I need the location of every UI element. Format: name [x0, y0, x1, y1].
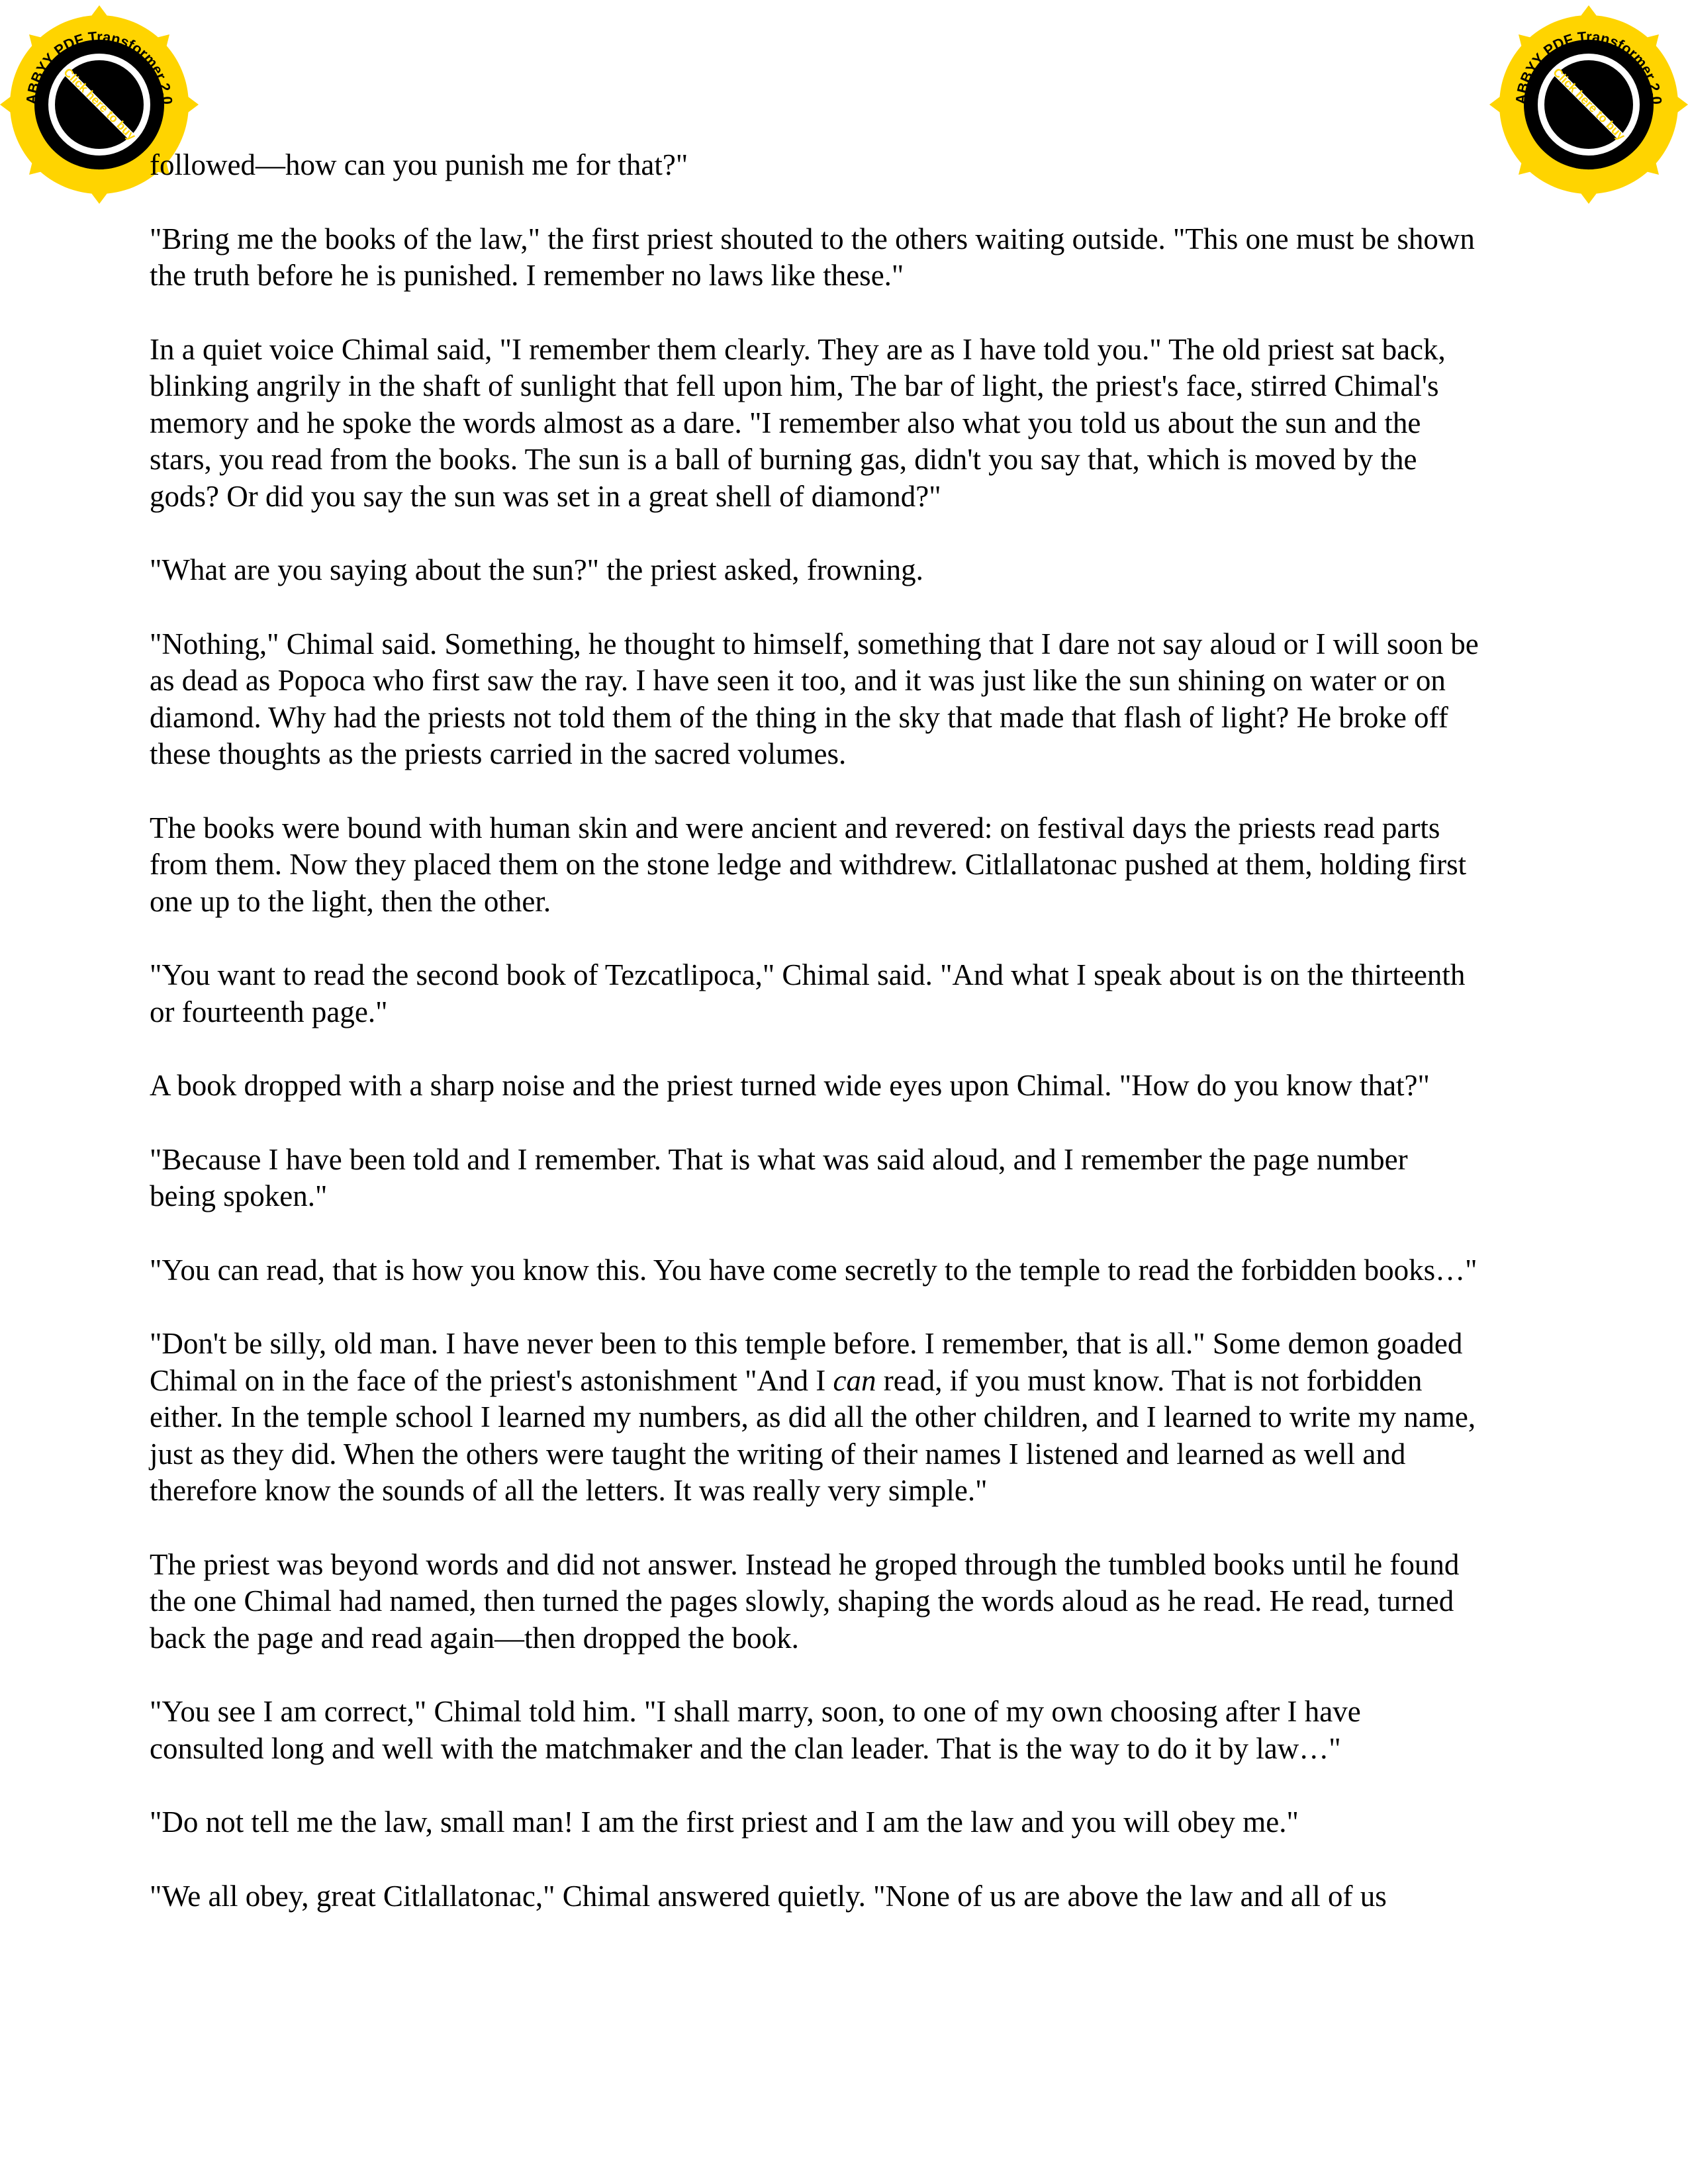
- paragraph-text: "Do not tell me the law, small man! I am the first priest and I am the law and you will obey me.": [150, 1805, 1299, 1839]
- svg-text:ABBYY PDF Transformer 2.0: ABBYY PDF Transformer 2.0: [1512, 28, 1665, 105]
- svg-text:www.ABBYY.com: www.ABBYY.com: [49, 138, 150, 173]
- paragraph: [150, 1142, 1480, 1215]
- paragraph: [150, 221, 1480, 295]
- paragraph: [150, 1326, 1480, 1510]
- paragraph: [150, 957, 1480, 1030]
- paragraph: [150, 1068, 1480, 1105]
- paragraph-text: "Bring me the books of the law," the first priest shouted to the others waiting outside. "This one must be shown the truth before he is punished. I remember no laws like these.": [150, 222, 1475, 292]
- paragraph-text: In a quiet voice Chimal said, "I remember them clearly. They are as I have told you." The old priest sat back, blinking angrily in the shaft of sunlight that fell upon him, The bar of light, the priest's face, stirred Chimal's memory and he spoke the words almost as a dare. "I remember also what you told us about the sun and the stars, you read from the books. The sun is a ball of burning gas, didn't you say that, which is moved by the gods? Or did you say the sun was set in a great shell of diamond?": [150, 332, 1446, 513]
- paragraph-text: "What are you saying about the sun?" the priest asked, frowning.: [150, 553, 923, 586]
- paragraph: [150, 1694, 1480, 1767]
- paragraph-text: "Because I have been told and I remember. That is what was said aloud, and I remember the page number being spoken.": [150, 1142, 1408, 1212]
- paragraph-text: "Don't be silly, old man. I have never been to this temple before. I remember, that is all." Some demon goaded Chimal on in the face of the priest's astonishment "And I: [150, 1327, 1463, 1397]
- paragraph-text: A book dropped with a sharp noise and the priest turned wide eyes upon Chimal. "How do you know that?": [150, 1069, 1430, 1102]
- abbyy-watermark-badge-right[interactable]: [1489, 5, 1688, 204]
- svg-text:Click here to buy: Click here to buy: [1550, 65, 1628, 143]
- paragraph: [150, 1252, 1480, 1289]
- paragraph: [150, 332, 1480, 516]
- paragraph: [150, 1878, 1480, 1915]
- paragraph-text: "We all obey, great Citlallatonac," Chimal answered quietly. "None of us are above the law and all of us: [150, 1879, 1387, 1913]
- paragraph: [150, 147, 1480, 184]
- paragraph-text: "You want to read the second book of Tezcatlipoca," Chimal said. "And what I speak about is on the thirteenth or fourteenth page.": [150, 958, 1466, 1028]
- paragraph-text: read, if you must know. That is not forbidden either. In the temple school I learned my numbers, as did all the other children, and I learned to write my name, just as they did. When the others were taught the writing of their names I listened and learned as well and therefore know the sounds of all the letters. It was really very simple.": [150, 1363, 1476, 1507]
- paragraph-text: "You can read, that is how you know this. You have come secretly to the temple to read the forbidden books…": [150, 1253, 1477, 1287]
- paragraph-text: The priest was beyond words and did not answer. Instead he groped through the tumbled books until he found the one Chimal had named, then turned the pages slowly, shaping the words aloud as he read. He read, turned back the page and read again—then dropped the book.: [150, 1547, 1460, 1655]
- paragraph: [150, 552, 1480, 589]
- paragraph: [150, 810, 1480, 921]
- paragraph-text: The books were bound with human skin and were ancient and revered: on festival days the priests read parts from them. Now they placed them on the stone ledge and withdrew. Citlallatonac pushed at them, holding first one up to the light, then the other.: [150, 811, 1467, 918]
- document-body: [150, 147, 1480, 1952]
- paragraph: [150, 626, 1480, 773]
- paragraph-text: "Nothing," Chimal said. Something, he thought to himself, something that I dare not say aloud or I will soon be as dead as Popoca who first saw the ray. I have seen it too, and it was just like the sun shining on water or on diamond. Why had the priests not told them of the thing in the sky that made that flash of light? He broke off these thoughts as the priests carried in the sacred volumes.: [150, 627, 1479, 770]
- paragraph-text: followed—how can you punish me for that?": [150, 148, 688, 181]
- svg-text:ABBYY PDF Transformer 2.0: ABBYY PDF Transformer 2.0: [23, 28, 176, 105]
- paragraph-text: "You see I am correct," Chimal told him. "I shall marry, soon, to one of my own choosing after I have consulted long and well with the matchmaker and the clan leader. That is the way to do it by law…": [150, 1695, 1361, 1765]
- svg-text:www.ABBYY.com: www.ABBYY.com: [1538, 138, 1639, 173]
- emphasized-text: can: [833, 1363, 876, 1397]
- svg-text:Click here to buy: Click here to buy: [61, 65, 139, 143]
- paragraph: [150, 1547, 1480, 1657]
- abbyy-badge-icon: [1489, 5, 1688, 204]
- paragraph: [150, 1804, 1480, 1841]
